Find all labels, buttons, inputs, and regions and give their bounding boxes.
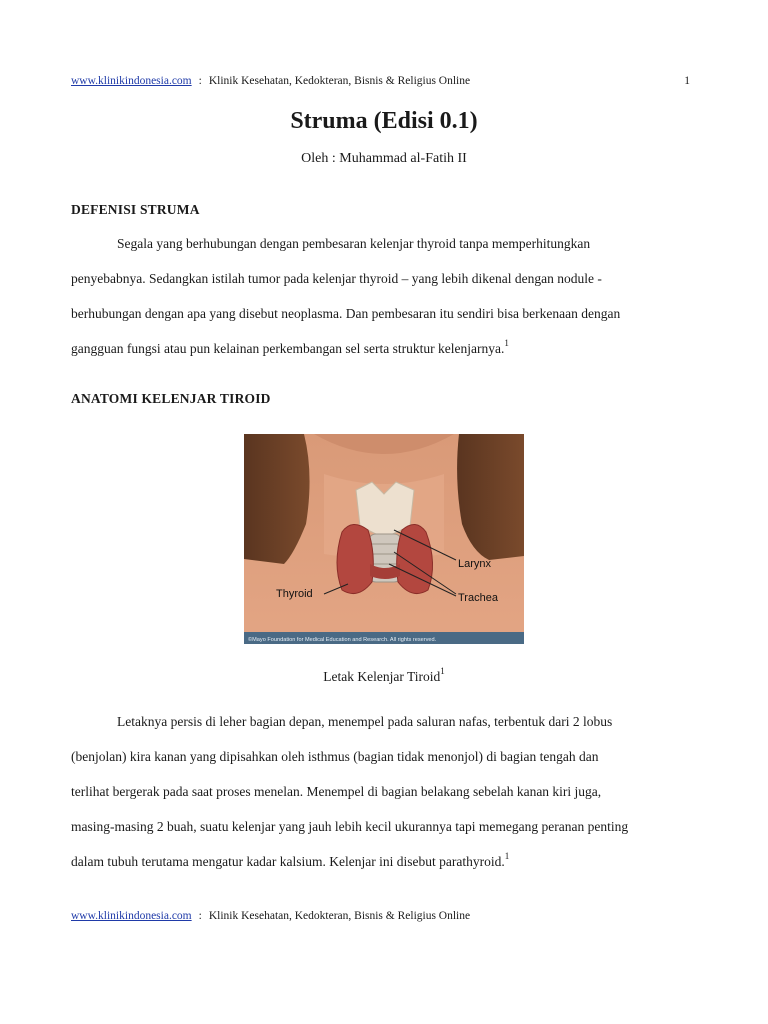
thyroid-label: Thyroid: [276, 588, 313, 600]
paragraph-line: Segala yang berhubungan dengan pembesaran kelenjar thyroid tanpa memperhitungkan: [117, 236, 591, 251]
footnote-marker: 1: [504, 338, 509, 348]
footer-tagline: Klinik Kesehatan, Kedokteran, Bisnis & Religius Online: [208, 910, 471, 922]
footer-separator: :: [198, 910, 202, 922]
larynx-label: Larynx: [458, 558, 492, 570]
paragraph-line: dalam tubuh terutama mengatur kadar kalsium. Kelenjar ini disebut parathyroid.$^1$: [71, 851, 510, 869]
paragraph-line: penyebabnya. Sedangkan istilah tumor pada kelenjar thyroid – yang lebih dikenal dengan nodule -: [71, 271, 602, 286]
document-author: Oleh : Muhammad al-Fatih II: [301, 151, 467, 166]
header-separator: :: [198, 75, 202, 87]
paragraph-anatomy: [71, 704, 697, 879]
paragraph-line: Letaknya persis di leher bagian depan, menempel pada saluran nafas, terbentuk dari 2 lobus: [117, 714, 613, 729]
figure-caption: Letak Kelenjar Tiroid$^1$: [323, 666, 445, 684]
page-header: [71, 74, 690, 88]
figure-credit: ©Mayo Foundation for Medical Education and Research. All rights reserved.: [248, 637, 437, 643]
document-title: Struma (Edisi 0.1): [290, 108, 478, 134]
paragraph-line: masing-masing 2 buah, suatu kelenjar yang jauh lebih kecil ukurannya tapi memegang peranan penting: [71, 819, 629, 834]
paragraph-line: (benjolan) kira kanan yang dipisahkan oleh isthmus (bagian tidak menonjol) di bagian tengah dan: [71, 749, 599, 764]
thyroid-anatomy-image: [244, 434, 524, 644]
page-number: 1: [684, 75, 690, 87]
header-site-link[interactable]: www.klinikindonesia.com: [71, 75, 192, 87]
footnote-marker: 1: [440, 666, 445, 676]
paragraph-line: terlihat bergerak pada saat proses menelan. Menempel di bagian belakang sebelah kanan kiri juga,: [71, 784, 602, 799]
trachea-label: Trachea: [458, 592, 498, 604]
paragraph-definition: [71, 226, 697, 366]
section-heading-anatomy: ANATOMI KELENJAR TIROID: [71, 391, 271, 406]
paragraph-line: berhubungan dengan apa yang disebut neoplasma. Dan pembesaran itu sendiri bisa berkenaan dengan: [71, 306, 621, 321]
page-footer: [71, 909, 690, 923]
paragraph-line: gangguan fungsi atau pun kelainan perkembangan sel serta struktur kelenjarnya.$^1$: [71, 338, 509, 356]
footer-site-link[interactable]: www.klinikindonesia.com: [71, 910, 192, 922]
section-heading-definition: DEFENISI STRUMA: [71, 202, 200, 217]
header-tagline: Klinik Kesehatan, Kedokteran, Bisnis & Religius Online: [208, 75, 471, 87]
footnote-marker: 1: [504, 851, 510, 861]
